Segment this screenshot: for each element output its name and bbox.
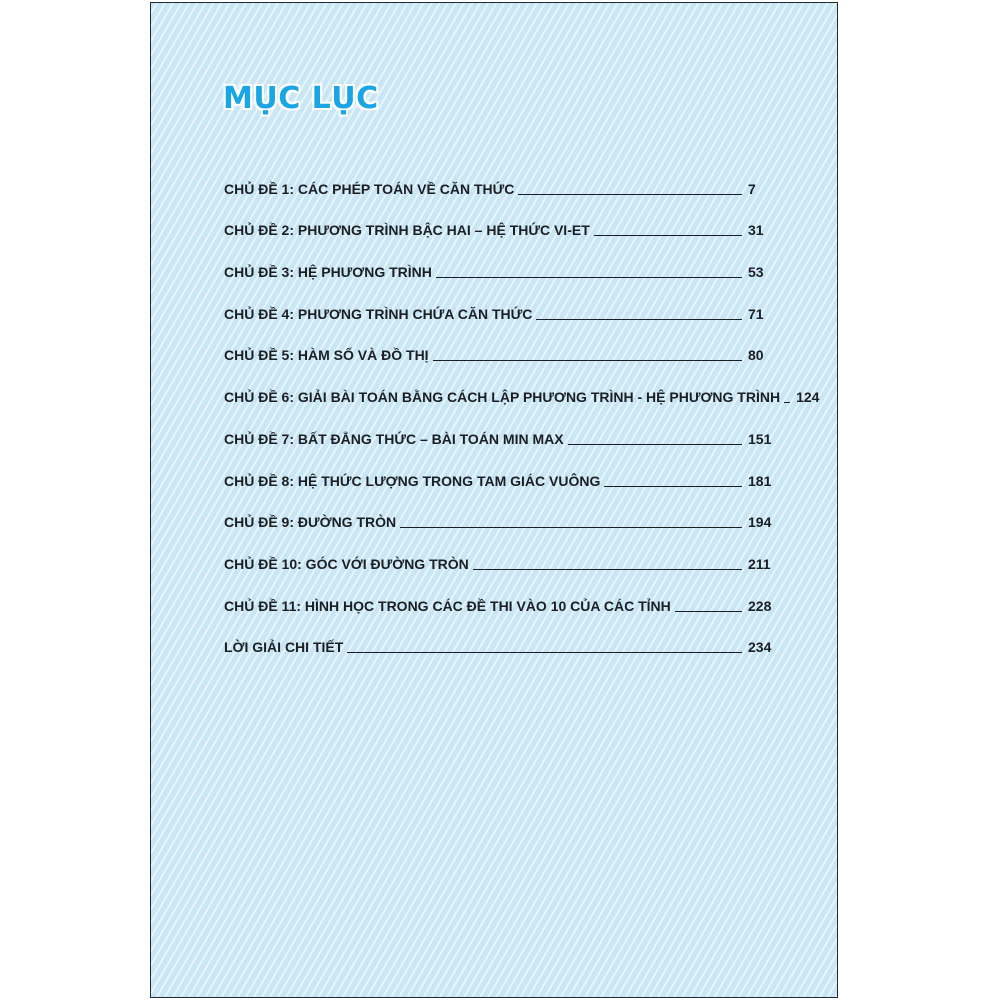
toc-leader-line [784,402,790,403]
toc-entry-label: CHỦ ĐỀ 9: ĐƯỜNG TRÒN [224,514,397,531]
toc-entry [224,284,780,326]
toc-entry-page: 181 [748,472,772,489]
toc-entry-page: 194 [748,514,772,531]
toc-entry-page: 211 [748,555,771,572]
toc-entry [224,576,780,618]
toc-entry-label: CHỦ ĐỀ 6: GIẢI BÀI TOÁN BẰNG CÁCH LẬP PHƯƠNG TRÌNH - HỆ PHƯƠNG TRÌNH [224,389,781,406]
toc-entry-label: CHỦ ĐỀ 4: PHƯƠNG TRÌNH CHỨA CĂN THỨC [224,305,533,322]
toc-entry-label: CHỦ ĐỀ 11: HÌNH HỌC TRONG CÁC ĐỀ THI VÀO 10 CỦA CÁC TỈNH [224,597,671,614]
toc-entry-label: CHỦ ĐỀ 8: HỆ THỨC LƯỢNG TRONG TAM GIÁC VUÔNG [224,472,601,489]
toc-leader-line [400,527,742,528]
toc-entry [224,534,780,576]
document-page [150,2,838,998]
toc-entry-page: 151 [748,430,772,447]
toc-leader-line [436,277,742,278]
toc-entry [224,367,820,409]
toc-entry-page: 53 [748,264,764,281]
toc-leader-line [536,319,742,320]
toc-leader-line [604,486,742,487]
toc-entry [224,618,780,660]
toc-leader-line [518,194,742,195]
toc-entry-page: 234 [748,639,772,656]
toc-entry [224,242,780,284]
page-title: MỤC LỤC [223,81,379,116]
toc-entry-page: 71 [748,305,764,322]
toc-entry-label: CHỦ ĐỀ 7: BẤT ĐẲNG THỨC – BÀI TOÁN MIN MAX [224,430,564,447]
toc-entry-page: 124 [796,389,820,406]
toc-leader-line [433,360,742,361]
toc-entry [224,159,780,201]
toc-entry [224,493,780,535]
toc-entry-page: 228 [748,597,772,614]
toc-entry-page: 80 [748,347,764,364]
toc-entry [224,451,780,493]
toc-leader-line [473,569,742,570]
toc-leader-line [347,652,742,653]
toc-leader-line [568,444,742,445]
table-of-contents [224,159,820,659]
toc-entry-label: LỜI GIẢI CHI TIẾT [224,639,344,656]
toc-entry [224,326,780,368]
toc-entry-label: CHỦ ĐỀ 1: CÁC PHÉP TOÁN VỀ CĂN THỨC [224,180,515,197]
toc-entry-label: CHỦ ĐỀ 3: HỆ PHƯƠNG TRÌNH [224,264,432,281]
toc-entry-page: 31 [748,222,764,239]
toc-leader-line [675,611,742,612]
toc-entry-label: CHỦ ĐỀ 2: PHƯƠNG TRÌNH BẬC HAI – HỆ THỨC VI-ET [224,222,590,239]
toc-leader-line [594,235,742,236]
toc-entry-label: CHỦ ĐỀ 5: HÀM SỐ VÀ ĐỒ THỊ [224,347,429,364]
toc-entry [224,409,780,451]
toc-entry-label: CHỦ ĐỀ 10: GÓC VỚI ĐƯỜNG TRÒN [224,555,469,572]
toc-entry [224,201,780,243]
toc-entry-page: 7 [748,180,756,197]
